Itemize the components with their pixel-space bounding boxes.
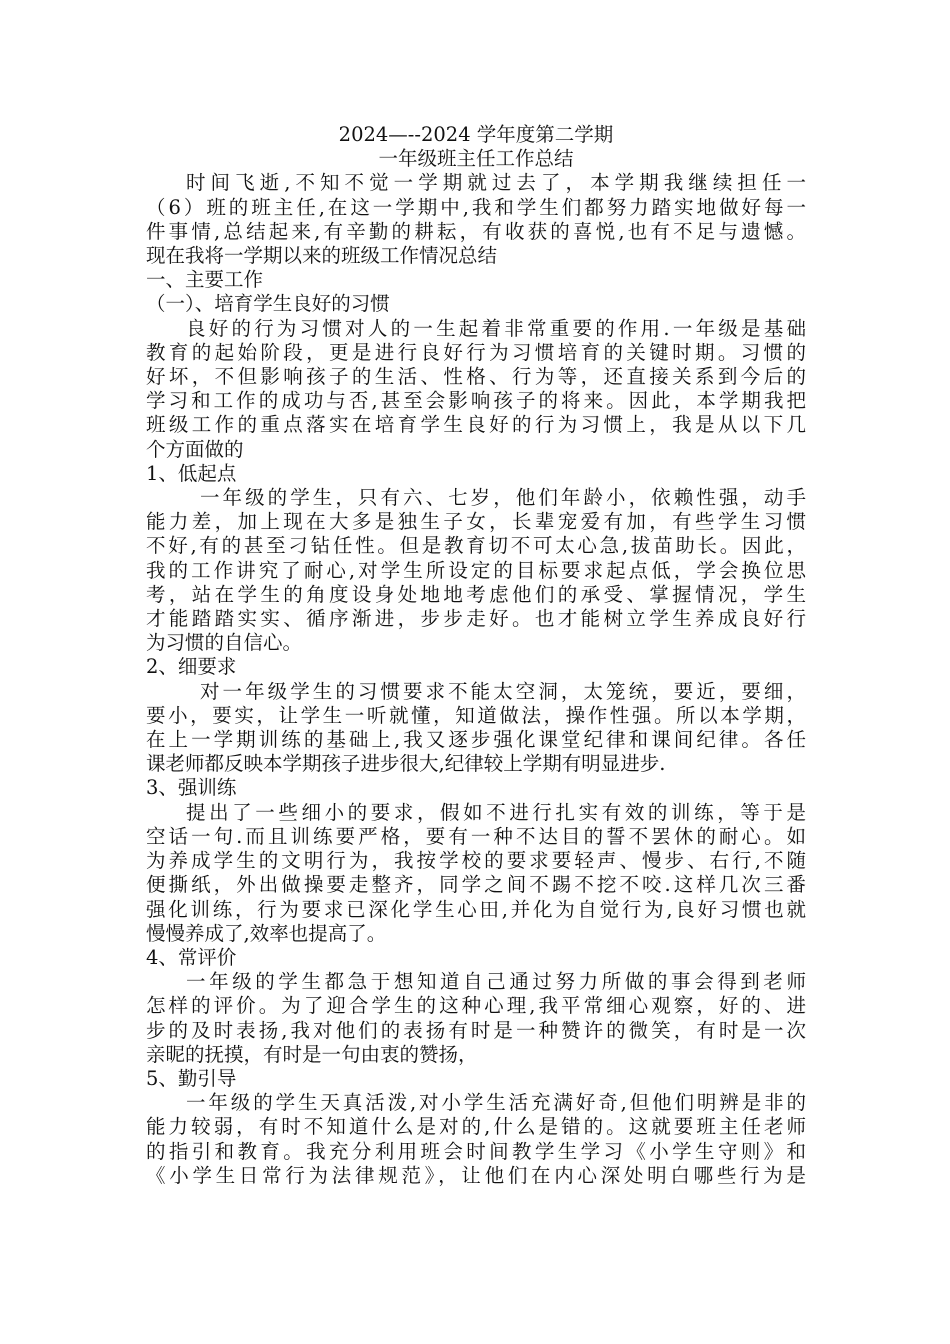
text-line: 能力差，加上现在大多是独生子女，长辈宠爱有加，有些学生习惯 <box>146 510 806 534</box>
item-heading-3: 3、强训练 <box>146 776 237 800</box>
text-line: 良好的行为习惯对人的一生起着非常重要的作用.一年级是基础 <box>186 316 806 340</box>
text-line: 在上一学期训练的基础上,我又逐步强化课堂纪律和课间纪律。各任 <box>146 728 806 752</box>
text-line: 空话一句.而且训练要严格，要有一种不达目的誓不罢休的耐心。如 <box>146 824 806 848</box>
text-line: 课老师都反映本学期孩子进步很大,纪律较上学期有明显进步. <box>146 752 666 776</box>
text-line: 为养成学生的文明行为，我按学校的要求要轻声、慢步、右行,不随 <box>146 849 806 873</box>
text-line: 要小，要实，让学生一听就懂，知道做法，操作性强。所以本学期， <box>146 703 806 727</box>
item-heading-2: 2、细要求 <box>146 655 237 679</box>
text-line: （6）班的班主任,在这一学期中,我和学生们都努力踏实地做好每一 <box>146 195 806 219</box>
paragraph-item-1 <box>146 486 806 655</box>
intro-paragraph <box>146 171 806 268</box>
document-page <box>146 123 806 1188</box>
text-line: 慢慢养成了,效率也提高了。 <box>146 921 387 945</box>
item-heading-1: 1、低起点 <box>146 461 237 485</box>
text-line: 一年级的学生，只有六、七岁，他们年龄小，依赖性强，动手 <box>200 486 806 510</box>
text-line: 怎样的评价。为了迎合学生的这种心理,我平常细心观察，好的、进 <box>146 994 806 1018</box>
section-heading: 一、主要工作 <box>146 268 264 292</box>
text-line: 便撕纸，外出做操要走整齐，同学之间不踢不挖不咬.这样几次三番 <box>146 873 806 897</box>
paragraph-habits <box>146 317 806 462</box>
text-line: 为习惯的自信心。 <box>146 631 303 655</box>
paragraph-item-4 <box>146 970 806 1067</box>
text-line: 一年级的学生都急于想知道自己通过努力所做的事会得到老师 <box>186 970 806 994</box>
text-line: 班级工作的重点落实在培育学生良好的行为习惯上，我是从以下几 <box>146 413 806 437</box>
document-title-line2: 一年级班主任工作总结 <box>378 147 574 171</box>
text-line: 对一年级学生的习惯要求不能太空洞，太笼统，要近，要细， <box>200 679 806 703</box>
text-line: 学习和工作的成功与否,甚至会影响孩子的将来。因此，本学期我把 <box>146 389 806 413</box>
text-line: 提出了一些细小的要求，假如不进行扎实有效的训练，等于是 <box>186 800 806 824</box>
document-title-line1: 2024—--2024 学年度第二学期 <box>338 123 614 146</box>
paragraph-item-5 <box>146 1091 806 1188</box>
text-line: 步的及时表扬,我对他们的表扬有时是一种赞许的微笑，有时是一次 <box>146 1018 806 1042</box>
text-line: 考，站在学生的角度设身处地地考虑他们的承受、掌握情况，学生 <box>146 582 806 606</box>
text-line: 《小学生日常行为法律规范》，让他们在内心深处明白哪些行为是 <box>146 1163 806 1187</box>
text-line: 件事情,总结起来,有辛勤的耕耘，有收获的喜悦,也有不足与遗憾。 <box>146 219 806 243</box>
text-line: 能力较弱，有时不知道什么是对的,什么是错的。这就要班主任老师 <box>146 1115 806 1139</box>
text-line: 的指引和教育。我充分利用班会时间教学生学习《小学生守则》和 <box>146 1139 806 1163</box>
item-heading-4: 4、常评价 <box>146 945 237 969</box>
text-line: 好坏，不但影响孩子的生活、性格、行为等，还直接关系到今后的 <box>146 365 806 389</box>
paragraph-item-2 <box>146 680 806 777</box>
text-line: 才能踏踏实实、循序渐进，步步走好。也才能树立学生养成良好行 <box>146 607 806 631</box>
item-heading-5: 5、勤引导 <box>146 1066 237 1090</box>
text-line: 个方面做的 <box>146 437 244 461</box>
text-line: 强化训练，行为要求已深化学生心田,并化为自觉行为,良好习惯也就 <box>146 897 806 921</box>
text-line: 时间飞逝,不知不觉一学期就过去了，本学期我继续担任一 <box>186 171 806 195</box>
text-line: 现在我将一学期以来的班级工作情况总结 <box>146 244 498 268</box>
subsection-heading: （一）、培育学生良好的习惯 <box>146 292 390 316</box>
text-line: 教育的起始阶段，更是进行良好行为习惯培育的关键时期。习惯的 <box>146 340 806 364</box>
paragraph-item-3 <box>146 801 806 946</box>
text-line: 我的工作讲究了耐心,对学生所设定的目标要求起点低，学会换位思 <box>146 558 806 582</box>
text-line: 不好,有的甚至刁钻任性。但是教育切不可太心急,拔苗助长。因此， <box>146 534 806 558</box>
text-line: 一年级的学生天真活泼,对小学生活充满好奇,但他们明辨是非的 <box>186 1091 806 1115</box>
text-line: 亲昵的抚摸，有时是一句由衷的赞扬， <box>146 1042 478 1066</box>
